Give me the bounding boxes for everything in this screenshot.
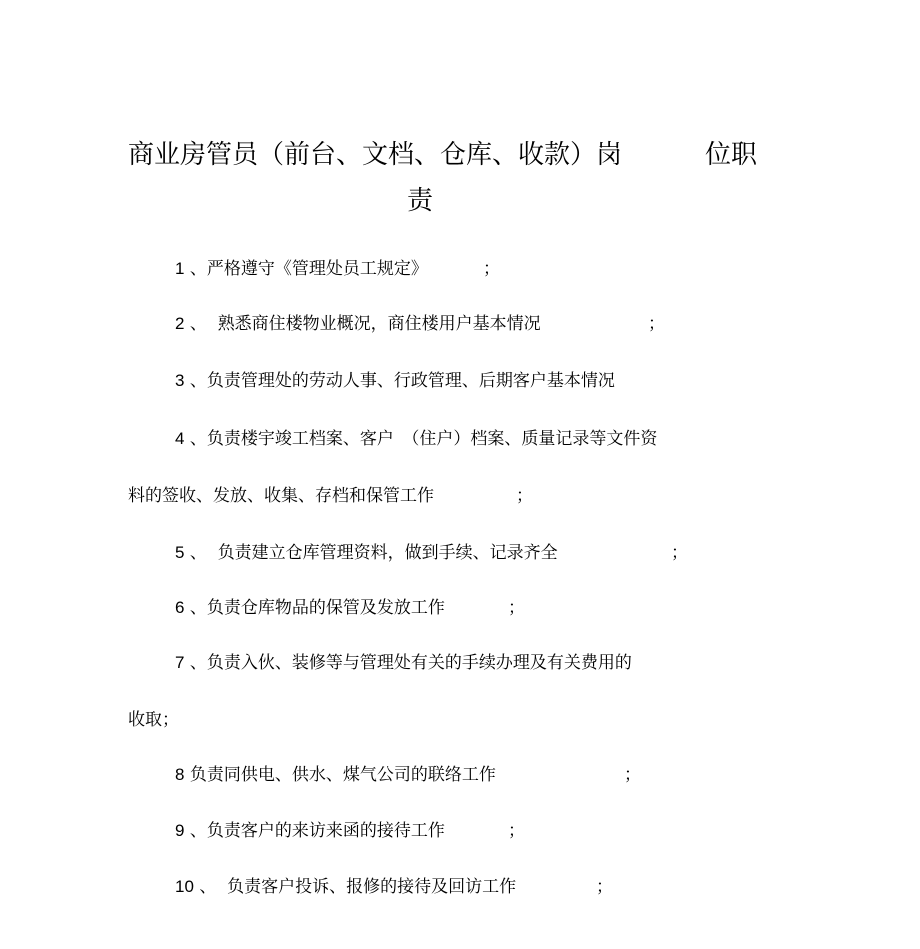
item-number: 5	[175, 543, 185, 562]
list-item-4	[175, 428, 657, 450]
list-item-6	[175, 597, 445, 619]
item-number: 8	[175, 765, 185, 784]
document-title-part1: 商业房管员（前台、文档、仓库、收款）岗	[128, 140, 623, 170]
item-separator: 、	[189, 371, 207, 391]
document-title-part2: 位职	[705, 140, 758, 170]
item-text: 负责客户投诉、报修的接待及回访工作	[227, 877, 517, 897]
item-number: 4	[175, 429, 185, 448]
item-separator: 、	[189, 543, 207, 563]
item-separator: 、	[199, 877, 217, 897]
list-item-3	[175, 370, 615, 392]
item-text: 负责客户的来访来函的接待工作	[206, 821, 445, 841]
item-end-mark: ；	[648, 314, 665, 334]
item-number: 10	[175, 877, 194, 896]
item-text: 负责建立仓库管理资料，做到手续、记录齐全	[217, 543, 558, 563]
list-item-9	[175, 820, 445, 842]
item-number: 3	[175, 371, 185, 390]
item-separator: 、	[189, 598, 207, 618]
item-text: 熟悉商住楼物业概况，商住楼用户基本情况	[217, 314, 541, 334]
item-number: 2	[175, 314, 185, 333]
item-number: 1	[175, 259, 185, 278]
list-item-1	[175, 258, 428, 280]
item-text: 负责管理处的劳动人事、行政管理、后期客户基本情况	[206, 371, 615, 391]
item-end-mark: ；	[508, 821, 525, 841]
item-text: 负责同供电、供水、煤气公司的联络工作	[189, 765, 496, 785]
item-text: 严格遵守《管理处员工规定》	[206, 259, 428, 279]
list-item-2	[175, 313, 541, 335]
list-item-8	[175, 764, 496, 786]
item-separator: 、	[189, 314, 207, 334]
document-title-part3: 责	[407, 186, 434, 216]
list-item-7-continuation: 收取；	[128, 710, 179, 730]
item-text: 负责楼宇竣工档案、客户 （住户）档案、质量记录等文件资	[206, 429, 658, 449]
item-end-mark: ；	[671, 543, 688, 563]
item-number: 6	[175, 598, 185, 617]
item-separator: 、	[189, 259, 207, 279]
item-end-mark: ；	[596, 877, 613, 897]
list-item-4-continuation: 料的签收、发放、收集、存档和保管工作	[128, 486, 434, 506]
item-end-mark: ；	[516, 486, 533, 506]
item-separator: 、	[189, 653, 207, 673]
item-number: 7	[175, 653, 185, 672]
item-end-mark: ；	[483, 259, 500, 279]
item-separator: 、	[189, 821, 207, 841]
item-number: 9	[175, 821, 185, 840]
list-item-5	[175, 542, 558, 564]
item-text: 负责入伙、装修等与管理处有关的手续办理及有关费用的	[206, 653, 632, 673]
item-separator: 、	[189, 429, 207, 449]
list-item-7	[175, 652, 632, 674]
item-end-mark: ；	[508, 598, 525, 618]
item-text: 负责仓库物品的保管及发放工作	[206, 598, 445, 618]
list-item-10	[175, 876, 516, 898]
item-end-mark: ；	[624, 765, 641, 785]
